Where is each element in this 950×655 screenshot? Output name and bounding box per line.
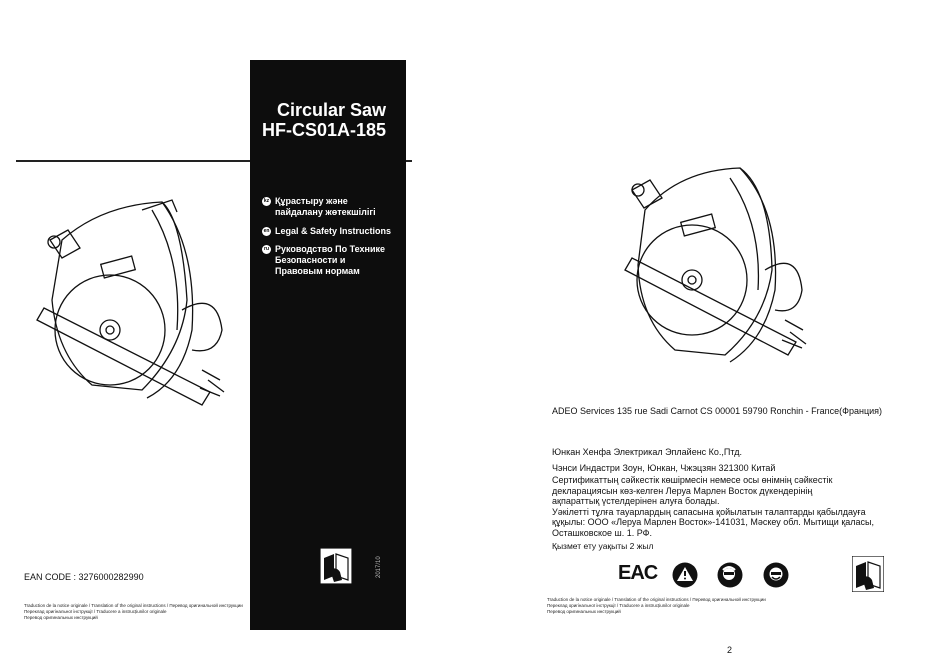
read-manual-icon <box>320 548 352 584</box>
eac-mark: EAC <box>618 562 658 584</box>
ear-eye-protection-icon <box>717 562 743 588</box>
warning-triangle-icon <box>672 562 698 588</box>
translation-note: Traduction de la notice originale / Translation of the original instructions / Перевод оригинальной инструкции Переклад оригінальної інструкції / Traducere a instrucțiunilor originale Перевод оригинальных инструкций <box>24 603 243 620</box>
language-item-kz: kz Құрастыру және пайдалану жөтекшілігі <box>263 196 376 217</box>
manufacturer-block: Юнкан Хенфа Электрикал Эплайенс Ко.,Птд. Чэнси Индастри Зоун, Юнкан, Чжэцзян 321300 Китай <box>552 447 776 473</box>
en-flag-icon: en <box>263 228 270 235</box>
language-item-en: en Legal & Safety Instructions <box>263 226 392 236</box>
translation-note-right: Traduction de la notice originale / Translation of the original instructions / Перевод оригинальной инструкции Переклад оригінальної інструкції / Traducere a instrucțiunilor originale Перевод оригинальных инструкций <box>547 597 766 614</box>
dust-mask-icon <box>763 562 789 588</box>
language-item-ru: ru Руководство По Технике Безопасности и Правовым нормам <box>264 244 385 276</box>
service-life: Қызмет ету уақыты 2 жыл <box>552 541 654 551</box>
read-manual-icon-right <box>852 556 884 592</box>
importer-address: ADEO Services 135 rue Sadi Carnot CS 00001 59790 Ronchin - France(Франция) <box>552 406 883 416</box>
product-title: Circular Saw <box>276 100 386 120</box>
circular-saw-illustration <box>32 180 247 420</box>
page-number: 2 <box>727 645 733 655</box>
circular-saw-illustration-right <box>620 150 820 380</box>
product-model: HF-CS01A-185 <box>261 120 386 140</box>
year-code: 2017/10 <box>376 556 382 578</box>
ru-flag-icon: ru <box>264 246 269 253</box>
cover-black-band <box>250 60 406 630</box>
ean-code: EAN CODE : 3276000282990 <box>24 572 144 582</box>
certificate-note: Сертификаттың сәйкестік көшірмесін немесе осы өнімнің сәйкестік декларациясын көз-келген Леруа Марлен Восток дүкендерінің ақпараттық үстелдерінен алуға болады. Уәкілетті тұлға тауарлардың сапасына қойылатын талаптарды қабылдауға құқылы: ООО «Леруа Марлен Восток»-141031, Мәскеу обл. Мытищи қаласы, Осташковское ш. 1. РФ. <box>552 475 875 538</box>
kz-flag-icon: kz <box>263 198 270 205</box>
